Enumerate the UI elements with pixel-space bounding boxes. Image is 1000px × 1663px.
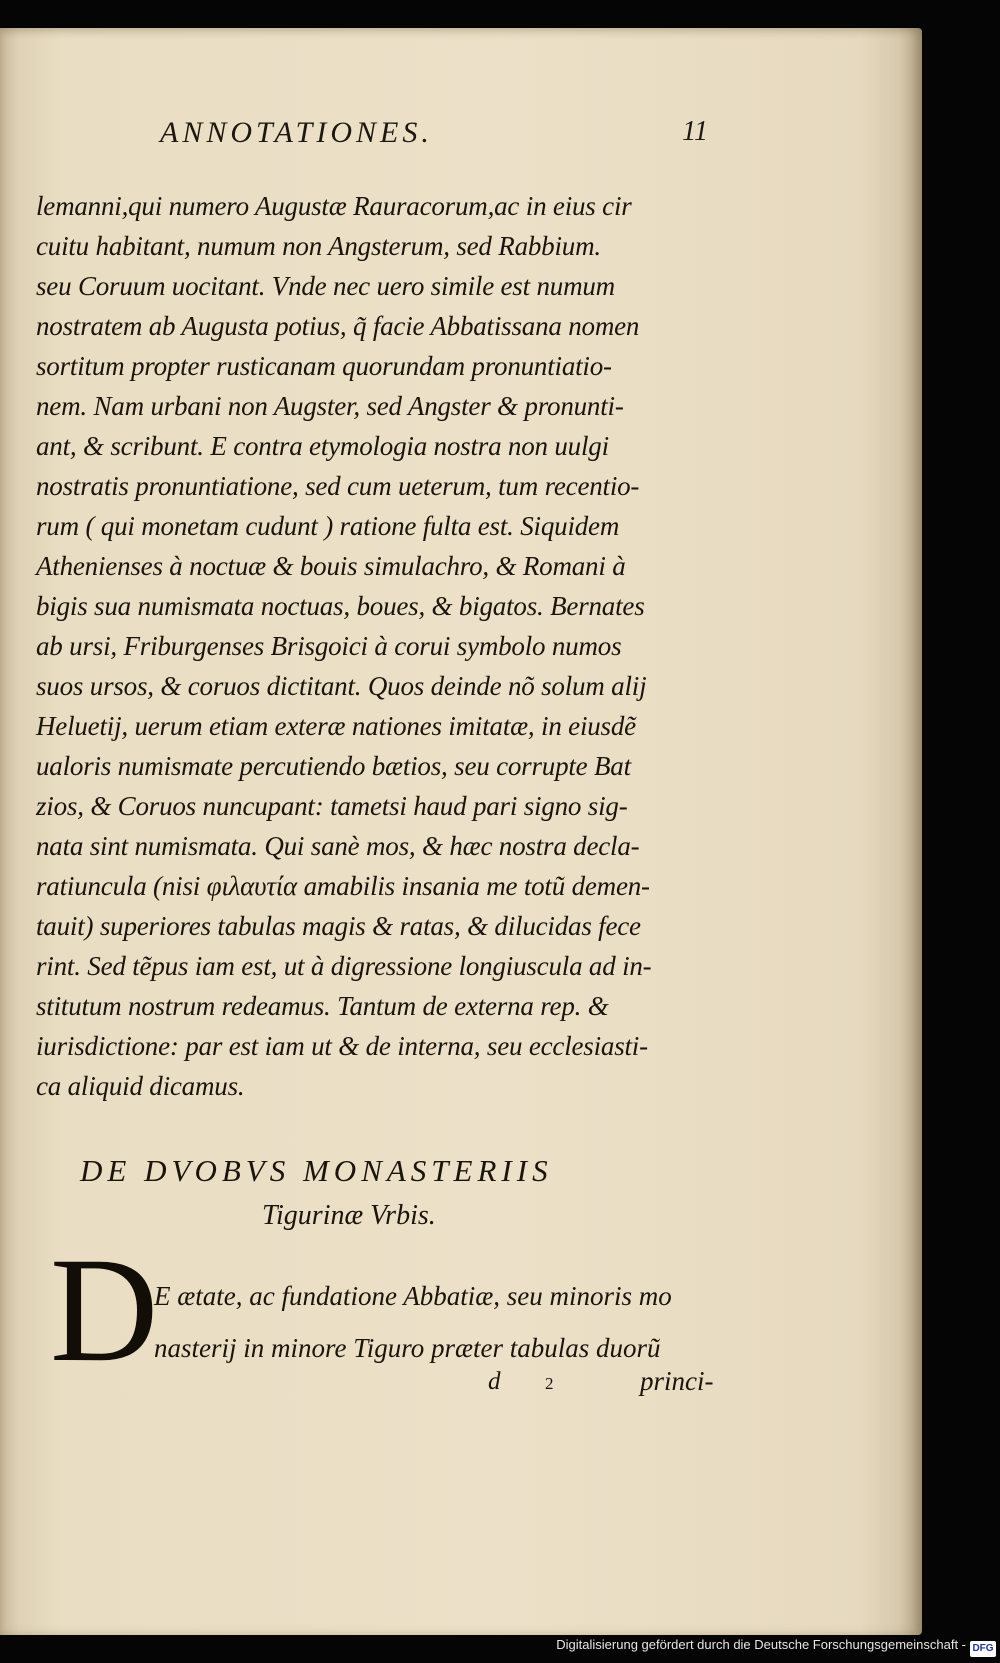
signature-mark: d (488, 1368, 501, 1395)
text-line: nem. Nam urbani non Augster, sed Angster & pronunti- (36, 391, 624, 421)
text-line: iurisdictione: par est iam ut & de interna, seu ecclesiasti- (36, 1031, 648, 1061)
body-text (36, 186, 736, 1106)
text-line: stitutum nostrum redeamus. Tantum de externa rep. & (36, 991, 609, 1021)
section-heading: DE DVOBVS MONASTERIIS (80, 1153, 553, 1188)
text-line: sortitum propter rusticanam quorundam pronuntiatio- (36, 351, 612, 381)
running-head (160, 116, 720, 156)
drop-capital: D (50, 1227, 159, 1393)
text-line: ca aliquid dicamus. (36, 1071, 245, 1101)
running-title: ANNOTATIONES. (160, 116, 433, 149)
text-line: nostratem ab Augusta potius, q̃ facie Abbatissana nomen (36, 311, 640, 341)
text-line: cuitu habitant, numum non Angsterum, sed Rabbium. (36, 231, 601, 261)
text-line: suos ursos, & coruos dictitant. Quos deinde nõ solum alij (36, 671, 647, 701)
text-line: lemanni,qui numero Augustæ Rauracorum,ac in eius cir (36, 191, 632, 221)
text-line: bigis sua numismata noctuas, boues, & bigatos. Bernates (36, 591, 645, 621)
opening-line-1: E ætate, ac fundatione Abbatiæ, seu minoris mo (154, 1281, 672, 1311)
text-line: nostratis pronuntiatione, sed cum ueterum, tum recentio- (36, 471, 640, 501)
page-number: 11 (682, 116, 708, 147)
text-line: seu Coruum uocitant. Vnde nec uero simile est numum (36, 271, 615, 301)
text-line: tauit) superiores tabulas magis & ratas, & dilucidas fece (36, 911, 641, 941)
text-line: rint. Sed tẽpus iam est, ut à digressione longiuscula ad in- (36, 951, 652, 981)
text-line: rum ( qui monetam cudunt ) ratione fulta est. Siquidem (36, 511, 620, 541)
text-line: ualoris numismate percutiendo bætios, seu corrupte Bat (36, 751, 631, 781)
text-line: zios, & Coruos nuncupant: tametsi haud pari signo sig- (36, 791, 628, 821)
opening-line-2: nasterij in minore Tiguro præter tabulas duorũ (154, 1333, 661, 1363)
section-subheading: Tigurinæ Vrbis. (262, 1200, 436, 1231)
text-line: Athenienses à noctuæ & bouis simulachro, & Romani à (36, 551, 626, 581)
signature-number: 2 (545, 1374, 554, 1393)
text-line: ant, & scribunt. E contra etymologia nostra non uulgi (36, 431, 609, 461)
text-line: nata sint numismata. Qui sanè mos, & hæc nostra decla- (36, 831, 640, 861)
catchword: princi- (640, 1366, 714, 1396)
book-page (0, 28, 922, 1635)
digitization-credit: Digitalisierung gefördert durch die Deutsche Forschungsgemeinschaft - (556, 1637, 966, 1652)
text-line: ratiuncula (nisi φιλαυτία amabilis insania me totũ demen- (36, 871, 650, 901)
text-line: Heluetij, uerum etiam exteræ nationes imitatæ, in eiusdẽ (36, 711, 636, 741)
text-line: ab ursi, Friburgenses Brisgoici à corui symbolo numos (36, 631, 622, 661)
dfg-logo: DFG (970, 1641, 996, 1657)
